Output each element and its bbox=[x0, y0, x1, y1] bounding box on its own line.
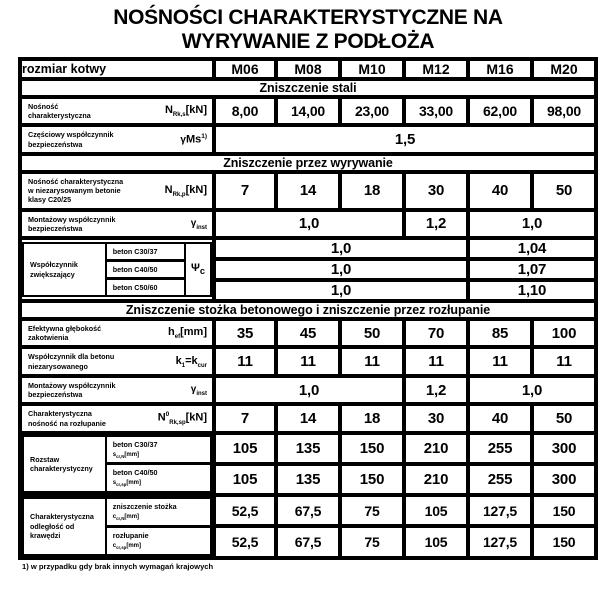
cell-effective-depth-m10: 50 bbox=[340, 319, 404, 347]
row-steel-partial-factor-label-cell bbox=[20, 125, 214, 153]
cell-edge-distance-splitting-m16: 127,5 bbox=[468, 526, 532, 557]
cell-spacing-c30-m20: 300 bbox=[532, 433, 596, 464]
edge-distance-subrow-cone-cell bbox=[106, 498, 211, 527]
row-increase-factor-c30 bbox=[20, 238, 596, 259]
cell-spacing-c30-m16: 255 bbox=[468, 433, 532, 464]
cell-spacing-c30-m10: 150 bbox=[340, 433, 404, 464]
cell-pullout-install-factor-m12: 1,2 bbox=[404, 210, 468, 238]
cell-effective-depth-m06: 35 bbox=[214, 319, 276, 347]
cell-pullout-capacity-m12: 30 bbox=[404, 172, 468, 210]
cell-cone-install-factor-span3: 1,0 bbox=[468, 376, 596, 404]
cell-pullout-capacity-m10: 18 bbox=[340, 172, 404, 210]
row-cone-install-factor-symbol: $\gamma_{inst}$ bbox=[190, 384, 207, 398]
section-band-cone: Zniszczenie stożka betonowego i zniszczenie przez rozłupanie bbox=[20, 301, 596, 319]
cell-steel-partial-factor-value: 1,5 bbox=[214, 125, 596, 153]
row-steel-capacity-label: Nośność charakterystyczna bbox=[28, 102, 91, 121]
cell-splitting-capacity-m06: 7 bbox=[214, 404, 276, 432]
row-steel-partial-factor-label: Częściowy współczynnik bezpieczeństwa bbox=[28, 130, 114, 149]
cell-edge-distance-splitting-m08: 67,5 bbox=[276, 526, 340, 557]
cell-splitting-capacity-m16: 40 bbox=[468, 404, 532, 432]
cell-edge-distance-splitting-m10: 75 bbox=[340, 526, 404, 557]
cell-steel-capacity-m10: 23,00 bbox=[340, 97, 404, 125]
cell-k-factor-m08: 11 bbox=[276, 347, 340, 375]
row-pullout-install-factor-label-cell bbox=[20, 210, 214, 238]
row-effective-depth-label: Efektywna głębokość zakotwienia bbox=[28, 324, 102, 343]
cell-spacing-c30-m12: 210 bbox=[404, 433, 468, 464]
page-title bbox=[0, 0, 616, 57]
header-size-m16: M16 bbox=[468, 59, 532, 79]
row-spacing-label-cell bbox=[20, 433, 214, 495]
cell-steel-capacity-m12: 33,00 bbox=[404, 97, 468, 125]
row-pullout-install-factor bbox=[20, 210, 596, 238]
section-band-pullout: Zniszczenie przez wyrywanie bbox=[20, 154, 596, 172]
cell-effective-depth-m16: 85 bbox=[468, 319, 532, 347]
cell-edge-distance-cone-m12: 105 bbox=[404, 495, 468, 526]
cell-spacing-c40-m16: 255 bbox=[468, 464, 532, 495]
row-increase-factor-label-cell bbox=[20, 238, 214, 301]
row-pullout-capacity-symbol: $N_{Rk,p}[kN]$ bbox=[164, 183, 207, 198]
cell-cone-install-factor-m12: 1,2 bbox=[404, 376, 468, 404]
row-effective-depth-symbol: $h_{ef}[mm]$ bbox=[168, 326, 207, 341]
row-cone-install-factor bbox=[20, 376, 596, 404]
cell-pullout-capacity-m20: 50 bbox=[532, 172, 596, 210]
increase-factor-subrow-c40-label: beton C40/50 bbox=[107, 262, 184, 278]
row-k-factor bbox=[20, 347, 596, 375]
header-size-m08: M08 bbox=[276, 59, 340, 79]
row-steel-partial-factor-symbol: γMs$^{1)}$ bbox=[180, 133, 207, 147]
cell-spacing-c40-m12: 210 bbox=[404, 464, 468, 495]
row-edge-distance-label-cell bbox=[20, 495, 214, 557]
cell-edge-distance-cone-m08: 67,5 bbox=[276, 495, 340, 526]
cell-increase-factor-c30-right: 1,04 bbox=[468, 238, 596, 259]
spacing-label-stack bbox=[22, 435, 212, 493]
edge-distance-name: Charakterystyczna odległość od krawędzi bbox=[23, 498, 106, 554]
spacing-subrow-c30-cell bbox=[106, 436, 211, 465]
row-cone-install-factor-label: Montażowy współczynnik bezpieczeństwa bbox=[28, 380, 116, 400]
cell-cone-install-factor-span1: 1,0 bbox=[214, 376, 404, 404]
header-size-m06: M06 bbox=[214, 59, 276, 79]
spacing-subrow-c30-symbol: $s_{cr,N}[mm]$ bbox=[112, 451, 140, 459]
cell-spacing-c40-m20: 300 bbox=[532, 464, 596, 495]
cell-steel-capacity-m06: 8,00 bbox=[214, 97, 276, 125]
spacing-subrow-c40-cell bbox=[106, 464, 211, 492]
cell-increase-factor-c50-right: 1,10 bbox=[468, 280, 596, 301]
header-size-m10: M10 bbox=[340, 59, 404, 79]
header-row-label: rozmiar kotwy bbox=[20, 59, 214, 79]
cell-pullout-capacity-m08: 14 bbox=[276, 172, 340, 210]
cell-edge-distance-splitting-m12: 105 bbox=[404, 526, 468, 557]
row-steel-capacity bbox=[20, 97, 596, 125]
increase-factor-subrow-c50-cell bbox=[106, 279, 185, 296]
section-band-steel: Zniszczenie stali bbox=[20, 79, 596, 97]
row-steel-capacity-symbol: $N_{Rk,s}[kN]$ bbox=[164, 104, 207, 119]
cell-k-factor-m12: 11 bbox=[404, 347, 468, 375]
cell-increase-factor-c50-left: 1,0 bbox=[214, 280, 468, 301]
row-pullout-capacity-label-cell bbox=[20, 172, 214, 210]
cell-splitting-capacity-m08: 14 bbox=[276, 404, 340, 432]
cell-steel-capacity-m16: 62,00 bbox=[468, 97, 532, 125]
cell-spacing-c40-m06: 105 bbox=[214, 464, 276, 495]
increase-factor-symbol: $\Psi_c$ bbox=[185, 243, 211, 296]
cell-edge-distance-cone-m10: 75 bbox=[340, 495, 404, 526]
section-band-cone-row bbox=[20, 301, 596, 319]
cell-edge-distance-cone-m20: 150 bbox=[532, 495, 596, 526]
edge-distance-subrow-splitting-cell bbox=[106, 527, 211, 555]
row-k-factor-label-cell bbox=[20, 347, 214, 375]
spacing-subrow-c30-label: beton C30/37 $s_{cr,N}[mm]$ bbox=[107, 437, 210, 464]
row-splitting-capacity-label-cell bbox=[20, 404, 214, 432]
cell-k-factor-m10: 11 bbox=[340, 347, 404, 375]
header-size-m12: M12 bbox=[404, 59, 468, 79]
page-title-line1: NOŚNOŚCI CHARAKTERYSTYCZNE NA bbox=[113, 6, 503, 29]
cell-k-factor-m20: 11 bbox=[532, 347, 596, 375]
row-edge-distance-cone bbox=[20, 495, 596, 526]
section-band-steel-row bbox=[20, 79, 596, 97]
header-size-m20: M20 bbox=[532, 59, 596, 79]
row-splitting-capacity bbox=[20, 404, 596, 432]
cell-splitting-capacity-m10: 18 bbox=[340, 404, 404, 432]
spacing-subrow-c40-symbol: $s_{cr,sp}[mm]$ bbox=[112, 480, 141, 488]
edge-distance-subrow-cone-label: zniszczenie stożka $c_{cr,N}[mm]$ bbox=[107, 499, 210, 526]
table-header-row bbox=[20, 59, 596, 79]
spacing-subrow-c40-label: beton C40/50 $s_{cr,sp}[mm]$ bbox=[112, 468, 158, 488]
cell-spacing-c40-m08: 135 bbox=[276, 464, 340, 495]
row-splitting-capacity-symbol: $N^0_{Rk,sp}[kN]$ bbox=[157, 411, 207, 426]
cell-pullout-install-factor-span3: 1,0 bbox=[468, 210, 596, 238]
spacing-name: Rozstaw charakterystyczny bbox=[23, 436, 106, 492]
row-splitting-capacity-label: Charakterystyczna nośność na rozłupanie bbox=[28, 409, 106, 428]
row-k-factor-symbol: $k_1=k_{cur}$ bbox=[175, 354, 207, 369]
row-pullout-capacity bbox=[20, 172, 596, 210]
cell-effective-depth-m12: 70 bbox=[404, 319, 468, 347]
row-pullout-capacity-label: Nośność charakterystyczna w niezarysowanym betonie klasy C20/25 bbox=[28, 176, 124, 205]
anchor-data-table bbox=[18, 57, 598, 559]
increase-factor-label-stack bbox=[22, 242, 212, 297]
increase-factor-name: Współczynnik zwiększający bbox=[23, 243, 106, 296]
cell-increase-factor-c40-left: 1,0 bbox=[214, 259, 468, 280]
cell-spacing-c30-m08: 135 bbox=[276, 433, 340, 464]
edge-distance-subrow-splitting-label: rozłupanie $c_{cr,sp}[mm]$ bbox=[112, 530, 149, 550]
increase-factor-subrow-c40-cell bbox=[106, 261, 185, 279]
cell-spacing-c30-m06: 105 bbox=[214, 433, 276, 464]
cell-steel-capacity-m08: 14,00 bbox=[276, 97, 340, 125]
cell-pullout-capacity-m06: 7 bbox=[214, 172, 276, 210]
cell-increase-factor-c30-left: 1,0 bbox=[214, 238, 468, 259]
row-steel-partial-factor bbox=[20, 125, 596, 153]
cell-increase-factor-c40-right: 1,07 bbox=[468, 259, 596, 280]
edge-distance-subrow-splitting-symbol: $c_{cr,sp}[mm]$ bbox=[112, 542, 141, 550]
row-pullout-install-factor-label: Montażowy współczynnik bezpieczeństwa bbox=[28, 214, 116, 233]
cell-splitting-capacity-m20: 50 bbox=[532, 404, 596, 432]
row-spacing-c30 bbox=[20, 433, 596, 464]
cell-pullout-capacity-m16: 40 bbox=[468, 172, 532, 210]
edge-distance-label-stack bbox=[22, 497, 212, 555]
cell-pullout-install-factor-span1: 1,0 bbox=[214, 210, 404, 238]
edge-distance-subrow-cone-symbol: $c_{cr,N}[mm]$ bbox=[112, 514, 140, 522]
cell-edge-distance-cone-m16: 127,5 bbox=[468, 495, 532, 526]
increase-factor-subrow-c30-cell bbox=[106, 243, 185, 261]
cell-k-factor-m16: 11 bbox=[468, 347, 532, 375]
increase-factor-subrow-c30-label: beton C30/37 bbox=[107, 244, 184, 260]
row-effective-depth-label-cell bbox=[20, 319, 214, 347]
row-k-factor-label: Współczynnik dla betonu niezarysowanego bbox=[28, 352, 115, 371]
cell-edge-distance-splitting-m06: 52,5 bbox=[214, 526, 276, 557]
cell-splitting-capacity-m12: 30 bbox=[404, 404, 468, 432]
cell-k-factor-m06: 11 bbox=[214, 347, 276, 375]
cell-effective-depth-m08: 45 bbox=[276, 319, 340, 347]
row-cone-install-factor-label-cell bbox=[20, 376, 214, 404]
increase-factor-subrow-c50-label: beton C50/60 bbox=[112, 283, 158, 292]
cell-edge-distance-splitting-m20: 150 bbox=[532, 526, 596, 557]
table-footnote: 1) w przypadku gdy brak innych wymagań krajowych bbox=[22, 561, 214, 571]
section-band-pullout-row bbox=[20, 154, 596, 172]
page-title-line2: WYRYWANIE Z PODŁOŻA bbox=[181, 29, 435, 53]
cell-effective-depth-m20: 100 bbox=[532, 319, 596, 347]
row-steel-capacity-label-cell bbox=[20, 97, 214, 125]
cell-edge-distance-cone-m06: 52,5 bbox=[214, 495, 276, 526]
row-pullout-install-factor-symbol: $\gamma_{inst}$ bbox=[190, 217, 207, 231]
cell-steel-capacity-m20: 98,00 bbox=[532, 97, 596, 125]
row-effective-depth bbox=[20, 319, 596, 347]
cell-spacing-c40-m10: 150 bbox=[340, 464, 404, 495]
